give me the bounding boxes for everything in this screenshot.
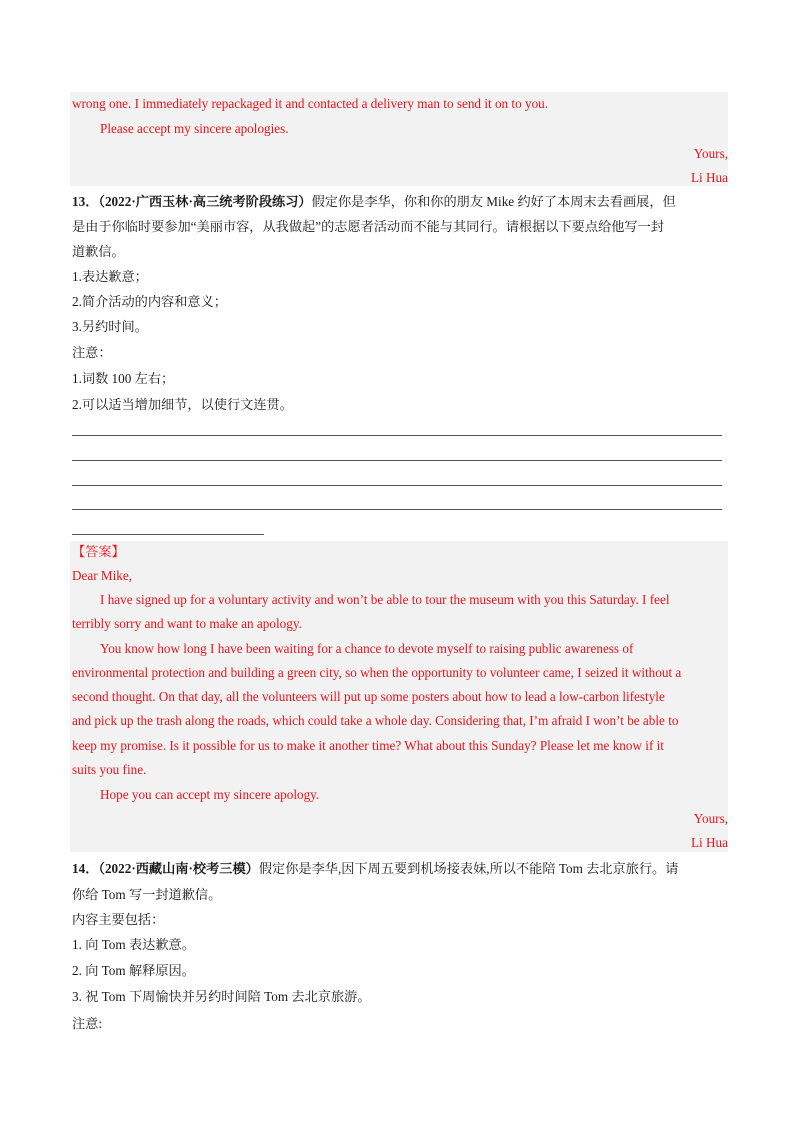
question-13-number: 13． <box>72 194 99 209</box>
answer-12-line: wrong one. I immediately repackaged it and contacted a delivery man to send it on to you. <box>72 96 549 111</box>
writing-line <box>72 509 722 510</box>
answer-label: 【答案】 <box>72 544 125 559</box>
question-13-point: 2.简介活动的内容和意义； <box>72 294 227 309</box>
question-13-note: 1.词数 100 左右； <box>72 371 175 386</box>
answer-paragraph-line: You know how long I have been waiting for a chance to devote myself to raising public awareness of <box>100 641 634 656</box>
answer-13-signature: Li Hua <box>691 835 728 850</box>
question-13-line-1 <box>72 193 726 211</box>
question-14-line-2: 你给 Tom 写一封道歉信。 <box>72 887 222 902</box>
answer-12-signature: Li Hua <box>691 170 728 185</box>
answer-paragraph-line: keep my promise. Is it possible for us to make it another time? What about this Sunday? Please let me know if it <box>72 738 664 753</box>
question-14-point: 1. 向 Tom 表达歉意。 <box>72 937 195 952</box>
answer-paragraph-line: and pick up the trash along the roads, which could take a whole day. Considering that, I’m afraid I won’t be able to <box>72 713 679 728</box>
answer-13-closing: Yours, <box>693 811 728 826</box>
question-13-line-2: 是由于你临时要参加“美丽市容，从我做起”的志愿者活动而不能与其同行。请根据以下要点给他写一封 <box>72 219 664 234</box>
question-14-prompt: 假定你是李华,因下周五要到机场接表妹,所以不能陪 Tom 去北京旅行。请 <box>258 861 679 876</box>
question-14-point: 2. 向 Tom 解释原因。 <box>72 963 195 978</box>
question-13-source: （2022·广西玉林·高三统考阶段练习） <box>98 194 312 209</box>
question-13-note-label: 注意： <box>72 345 112 360</box>
writing-line <box>72 534 264 535</box>
question-14-note-label: 注意: <box>72 1016 103 1031</box>
answer-12-closing: Yours, <box>693 146 728 161</box>
answer-12-apology: Please accept my sincere apologies. <box>100 121 289 136</box>
question-14-source: （2022·西藏山南·校考三模） <box>98 861 259 876</box>
question-13-point: 1.表达歉意； <box>72 269 148 284</box>
answer-paragraph-line: suits you fine. <box>72 762 147 777</box>
question-13-line-3: 道歉信。 <box>72 244 125 259</box>
question-13-note: 2.可以适当增加细节，以使行文连贯。 <box>72 397 293 412</box>
question-13-prompt: 假定你是李华，你和你的朋友 Mike 约好了本周末去看画展，但 <box>311 194 676 209</box>
answer-paragraph-line: environmental protection and building a green city, so when the opportunity to volunteer came, I seized it without a <box>72 665 682 680</box>
question-14-point: 3. 祝 Tom 下周愉快并另约时间陪 Tom 去北京旅游。 <box>72 989 371 1004</box>
answer-paragraph-line: Hope you can accept my sincere apology. <box>100 787 320 802</box>
answer-salutation: Dear Mike, <box>72 568 133 583</box>
writing-line <box>72 485 722 486</box>
writing-line <box>72 460 722 461</box>
question-14-line-1 <box>72 860 726 878</box>
writing-line <box>72 435 722 436</box>
answer-paragraph-line: second thought. On that day, all the volunteers will put up some posters about how to lead a low-carbon lifestyle <box>72 689 665 704</box>
question-14-content-label: 内容主要包括： <box>72 912 165 927</box>
answer-paragraph-line: I have signed up for a voluntary activity and won’t be able to tour the museum with you this Saturday. I feel <box>100 592 670 607</box>
question-13-point: 3.另约时间。 <box>72 319 148 334</box>
answer-paragraph-line: terribly sorry and want to make an apology. <box>72 616 302 631</box>
question-14-number: 14． <box>72 861 99 876</box>
